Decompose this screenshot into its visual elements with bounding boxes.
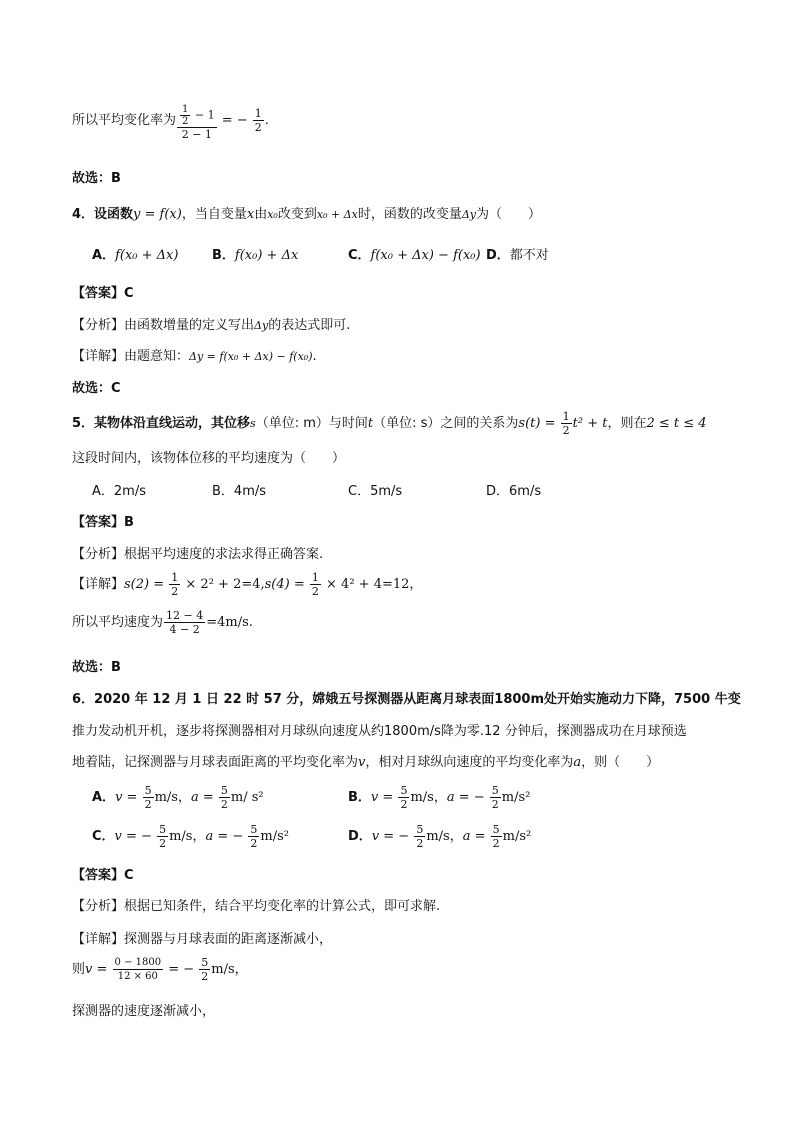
fraction: $\frac{1}{2}$ [171, 571, 179, 598]
question-4-stem: 4．设函数y = f(x)，当自变量x由x₀改变到x₀ + Δx时，函数的改变量Δy为（ ） [72, 207, 542, 222]
fraction: $\frac{1}{2}$ [254, 107, 262, 134]
fraction: $\frac{1}{2}$ [311, 571, 319, 598]
avg-rate-line: 所以平均变化率为 $\frac{1}{2}$ − 1 2 − 1 = − $\frac{1}{2}$ . [72, 104, 269, 141]
question-6-stem-line3: 地着陆，记探测器与月球表面距离的平均变化率为v，相对月球纵向速度的平均变化率为a，则（ ） [72, 755, 660, 770]
q5-answer: 【答案】B [72, 515, 134, 530]
q5-option-b: B．4m/s [212, 484, 267, 499]
q6-option-b: B．v = $\frac{5}{2}$ m/s，a = − $\frac{5}{2}$ m/s² [348, 784, 531, 811]
q5-option-c: C．5m/s [348, 484, 403, 499]
q4-option-a: A．f(x₀ + Δx) [92, 248, 179, 263]
q5-average-line: 所以平均速度为 $\frac{12 - 4}{4 - 2}$ =4m/s. [72, 609, 253, 636]
fraction: $\frac{12 - 4}{4 - 2}$ [166, 609, 204, 636]
q5-option-a: A．2m/s [92, 484, 146, 499]
q5-detail: 【详解】s(2) = $\frac{1}{2}$ × 2² + 2=4,s(4) = $\frac{1}{2}$ × 4² + 4=12， [72, 571, 423, 598]
q6-option-c: C．v = − $\frac{5}{2}$ m/s，a = − $\frac{5}{2}$ m/s² [92, 823, 289, 850]
q4-analysis: 【分析】由函数增量的定义写出Δy的表达式即可. [72, 318, 351, 333]
fraction: $\frac{1}{2}$ − 1 2 − 1 [177, 104, 217, 141]
question-6-stem-line2: 推力发动机开机，逐步将探测器相对月球纵向速度从约1800m/s降为零.12 分钟后，探测器成功在月球预选 [72, 724, 687, 739]
q4-option-d: D．都不对 [486, 248, 549, 263]
q6-option-a: A．v = $\frac{5}{2}$ m/s，a = $\frac{5}{2}$ m/ s² [92, 784, 264, 811]
question-5-stem-line2: 这段时间内，该物体位移的平均速度为（ ） [72, 451, 346, 466]
q5-choice: 故选：B [72, 660, 121, 675]
q6-answer: 【答案】C [72, 868, 134, 883]
q6-option-d: D．v = − $\frac{5}{2}$ m/s，a = $\frac{5}{2}$ m/s² [348, 823, 532, 850]
q4-answer: 【答案】C [72, 286, 134, 301]
q5-analysis: 【分析】根据平均速度的求法求得正确答案. [72, 547, 324, 562]
fraction: $\frac{1}{2}$ [562, 410, 570, 437]
q4-detail: 【详解】由题意知：Δy = f(x₀ + Δx) − f(x₀). [72, 349, 317, 364]
q4-option-c: C．f(x₀ + Δx) − f(x₀) [348, 248, 481, 263]
choice-line: 故选：B [72, 171, 121, 186]
q4-choice: 故选：C [72, 381, 121, 396]
q6-detail: 【详解】探测器与月球表面的距离逐渐减小， [72, 932, 333, 947]
q4-option-b: B．f(x₀) + Δx [212, 248, 299, 263]
q6-velocity-calc: 则v = $\frac{0 - 1800}{12 \times 60}$ = − $\frac{5}{2}$ m/s， [72, 956, 248, 983]
q5-option-d: D．6m/s [486, 484, 542, 499]
question-5-stem: 5．某物体沿直线运动，其位移s（单位: m）与时间t（单位: s）之间的关系为s(t) = $\frac{1}{2}$ t² + t，则在2 ≤ t ≤ 4 [72, 410, 707, 437]
q6-last-line: 探测器的速度逐渐减小， [72, 1004, 216, 1019]
question-6-stem-line1: 6．2020 年 12 月 1 日 22 时 57 分，嫦娥五号探测器从距离月球表面1800m处开始实施动力下降，7500 牛变 [72, 692, 741, 707]
q6-analysis: 【分析】根据已知条件，结合平均变化率的计算公式，即可求解. [72, 899, 441, 914]
